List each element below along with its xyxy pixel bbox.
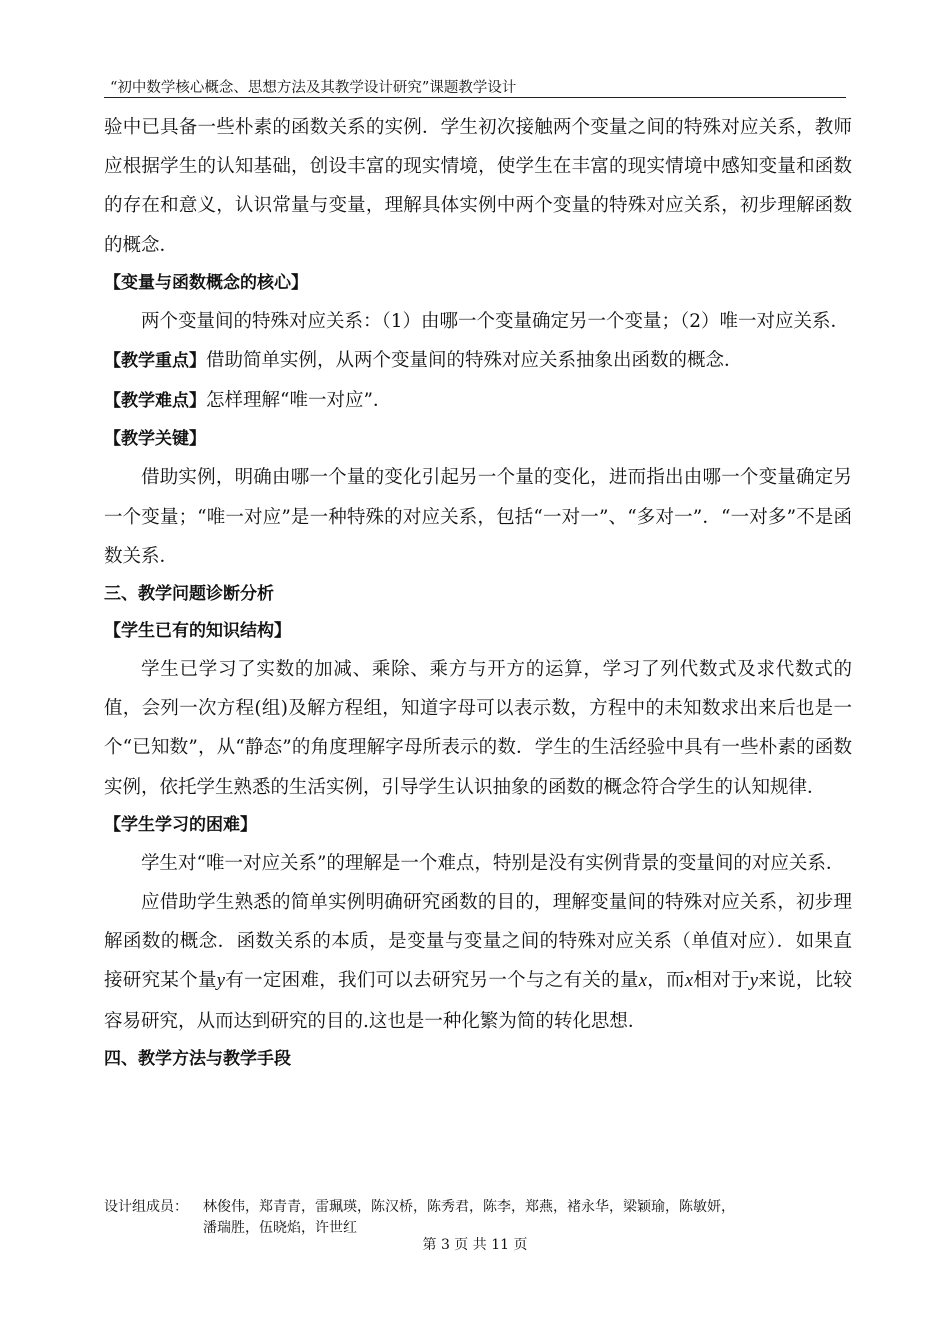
paragraph-teaching-key: 借助实例，明确由哪一个量的变化引起另一个量的变化，进而指出由哪一个变量确定另一个变量；“唯一对应”是一种特殊的对应关系，包括“一对一”、“多对一”．“一对多”不是函数关系． bbox=[104, 467, 852, 567]
paragraph-strategy bbox=[104, 883, 852, 1041]
document-body bbox=[104, 108, 852, 1078]
math-variable-y-second: y bbox=[749, 971, 758, 992]
math-variable-x: x bbox=[638, 971, 647, 992]
heading-section-3: 三、教学问题诊断分析 bbox=[104, 584, 274, 605]
teaching-difficulty bbox=[104, 381, 852, 421]
members-line-1: 林俊伟，郑青青，雷珮瑛，陈汉桥，陈秀君，陈李，郑燕，褚永华，梁颖瑜，陈敏妍， bbox=[203, 1199, 735, 1215]
strategy-text-b: 有一定困难，我们可以去研究另一个与之有关的量 bbox=[224, 970, 639, 992]
running-header: “初中数学核心概念、思想方法及其教学设计研究”课题教学设计 bbox=[104, 78, 846, 98]
design-team-members bbox=[104, 1197, 844, 1239]
members-label: 设计组成员： bbox=[104, 1199, 188, 1215]
strategy-text-a: 应借助学生熟悉的简单实例明确研究函数的目的，理解变量间的特殊对应关系，初步理解函数的概念．函数关系的本质，是变量与变量之间的特殊对应关系（单值对应）．如果直接研究某个量 bbox=[104, 892, 852, 992]
teaching-focus bbox=[104, 341, 852, 381]
strategy-text-e: 来说，比较容易研究，从而达到研究的目的.这也是一种化繁为简的转化思想． bbox=[104, 970, 852, 1032]
teaching-focus-label: 【教学重点】 bbox=[104, 351, 206, 372]
heading-section-4: 四、教学方法与教学手段 bbox=[104, 1048, 291, 1069]
teaching-difficulty-label: 【教学难点】 bbox=[104, 391, 206, 412]
heading-prior-knowledge: 【学生已有的知识结构】 bbox=[104, 621, 291, 642]
teaching-difficulty-text: 怎样理解“唯一对应”． bbox=[206, 390, 392, 412]
page-number: 第 3 页 共 11 页 bbox=[422, 1237, 528, 1253]
members-line-2: 潘瑞胜，伍晓焰，许世红 bbox=[203, 1220, 357, 1236]
math-variable-x-second: x bbox=[684, 971, 694, 992]
paragraph-learning-difficulty: 学生对“唯一对应关系”的理解是一个难点，特别是没有实例背景的变量间的对应关系． bbox=[141, 852, 845, 874]
strategy-text-c: ，而 bbox=[646, 970, 685, 992]
heading-teaching-key: 【教学关键】 bbox=[104, 429, 206, 450]
paragraph-prior-knowledge: 学生已学习了实数的加减、乘除、乘方与开方的运算，学习了列代数式及求代数式的值，会列一次方程(组)及解方程组，知道字母可以表示数，方程中的未知数求出来后也是一个“已知数”，从“静态”的角度理解字母所表示的数．学生的生活经验中具有一些朴素的函数实例，依托学生熟悉的生活实例，引导学生认识抽象的函数的概念符合学生的认知规律． bbox=[104, 659, 852, 798]
paragraph-core-concept: 两个变量间的特殊对应关系：（1）由哪一个变量确定另一个变量；（2）唯一对应关系． bbox=[141, 310, 850, 332]
heading-core-concept: 【变量与函数概念的核心】 bbox=[104, 272, 308, 293]
teaching-focus-text: 借助简单实例，从两个变量间的特殊对应关系抽象出函数的概念． bbox=[206, 350, 743, 372]
math-variable-y: y bbox=[216, 971, 225, 992]
paragraph-intro-continued: 验中已具备一些朴素的函数关系的实例．学生初次接触两个变量之间的特殊对应关系，教师应根据学生的认知基础，创设丰富的现实情境，使学生在丰富的现实情境中感知变量和函数的存在和意义，认识常量与变量，理解具体实例中两个变量的特殊对应关系，初步理解函数的概念． bbox=[104, 117, 852, 256]
members-names bbox=[203, 1197, 833, 1239]
strategy-text-d: 相对于 bbox=[693, 970, 750, 992]
heading-learning-difficulty: 【学生学习的困难】 bbox=[104, 814, 257, 835]
